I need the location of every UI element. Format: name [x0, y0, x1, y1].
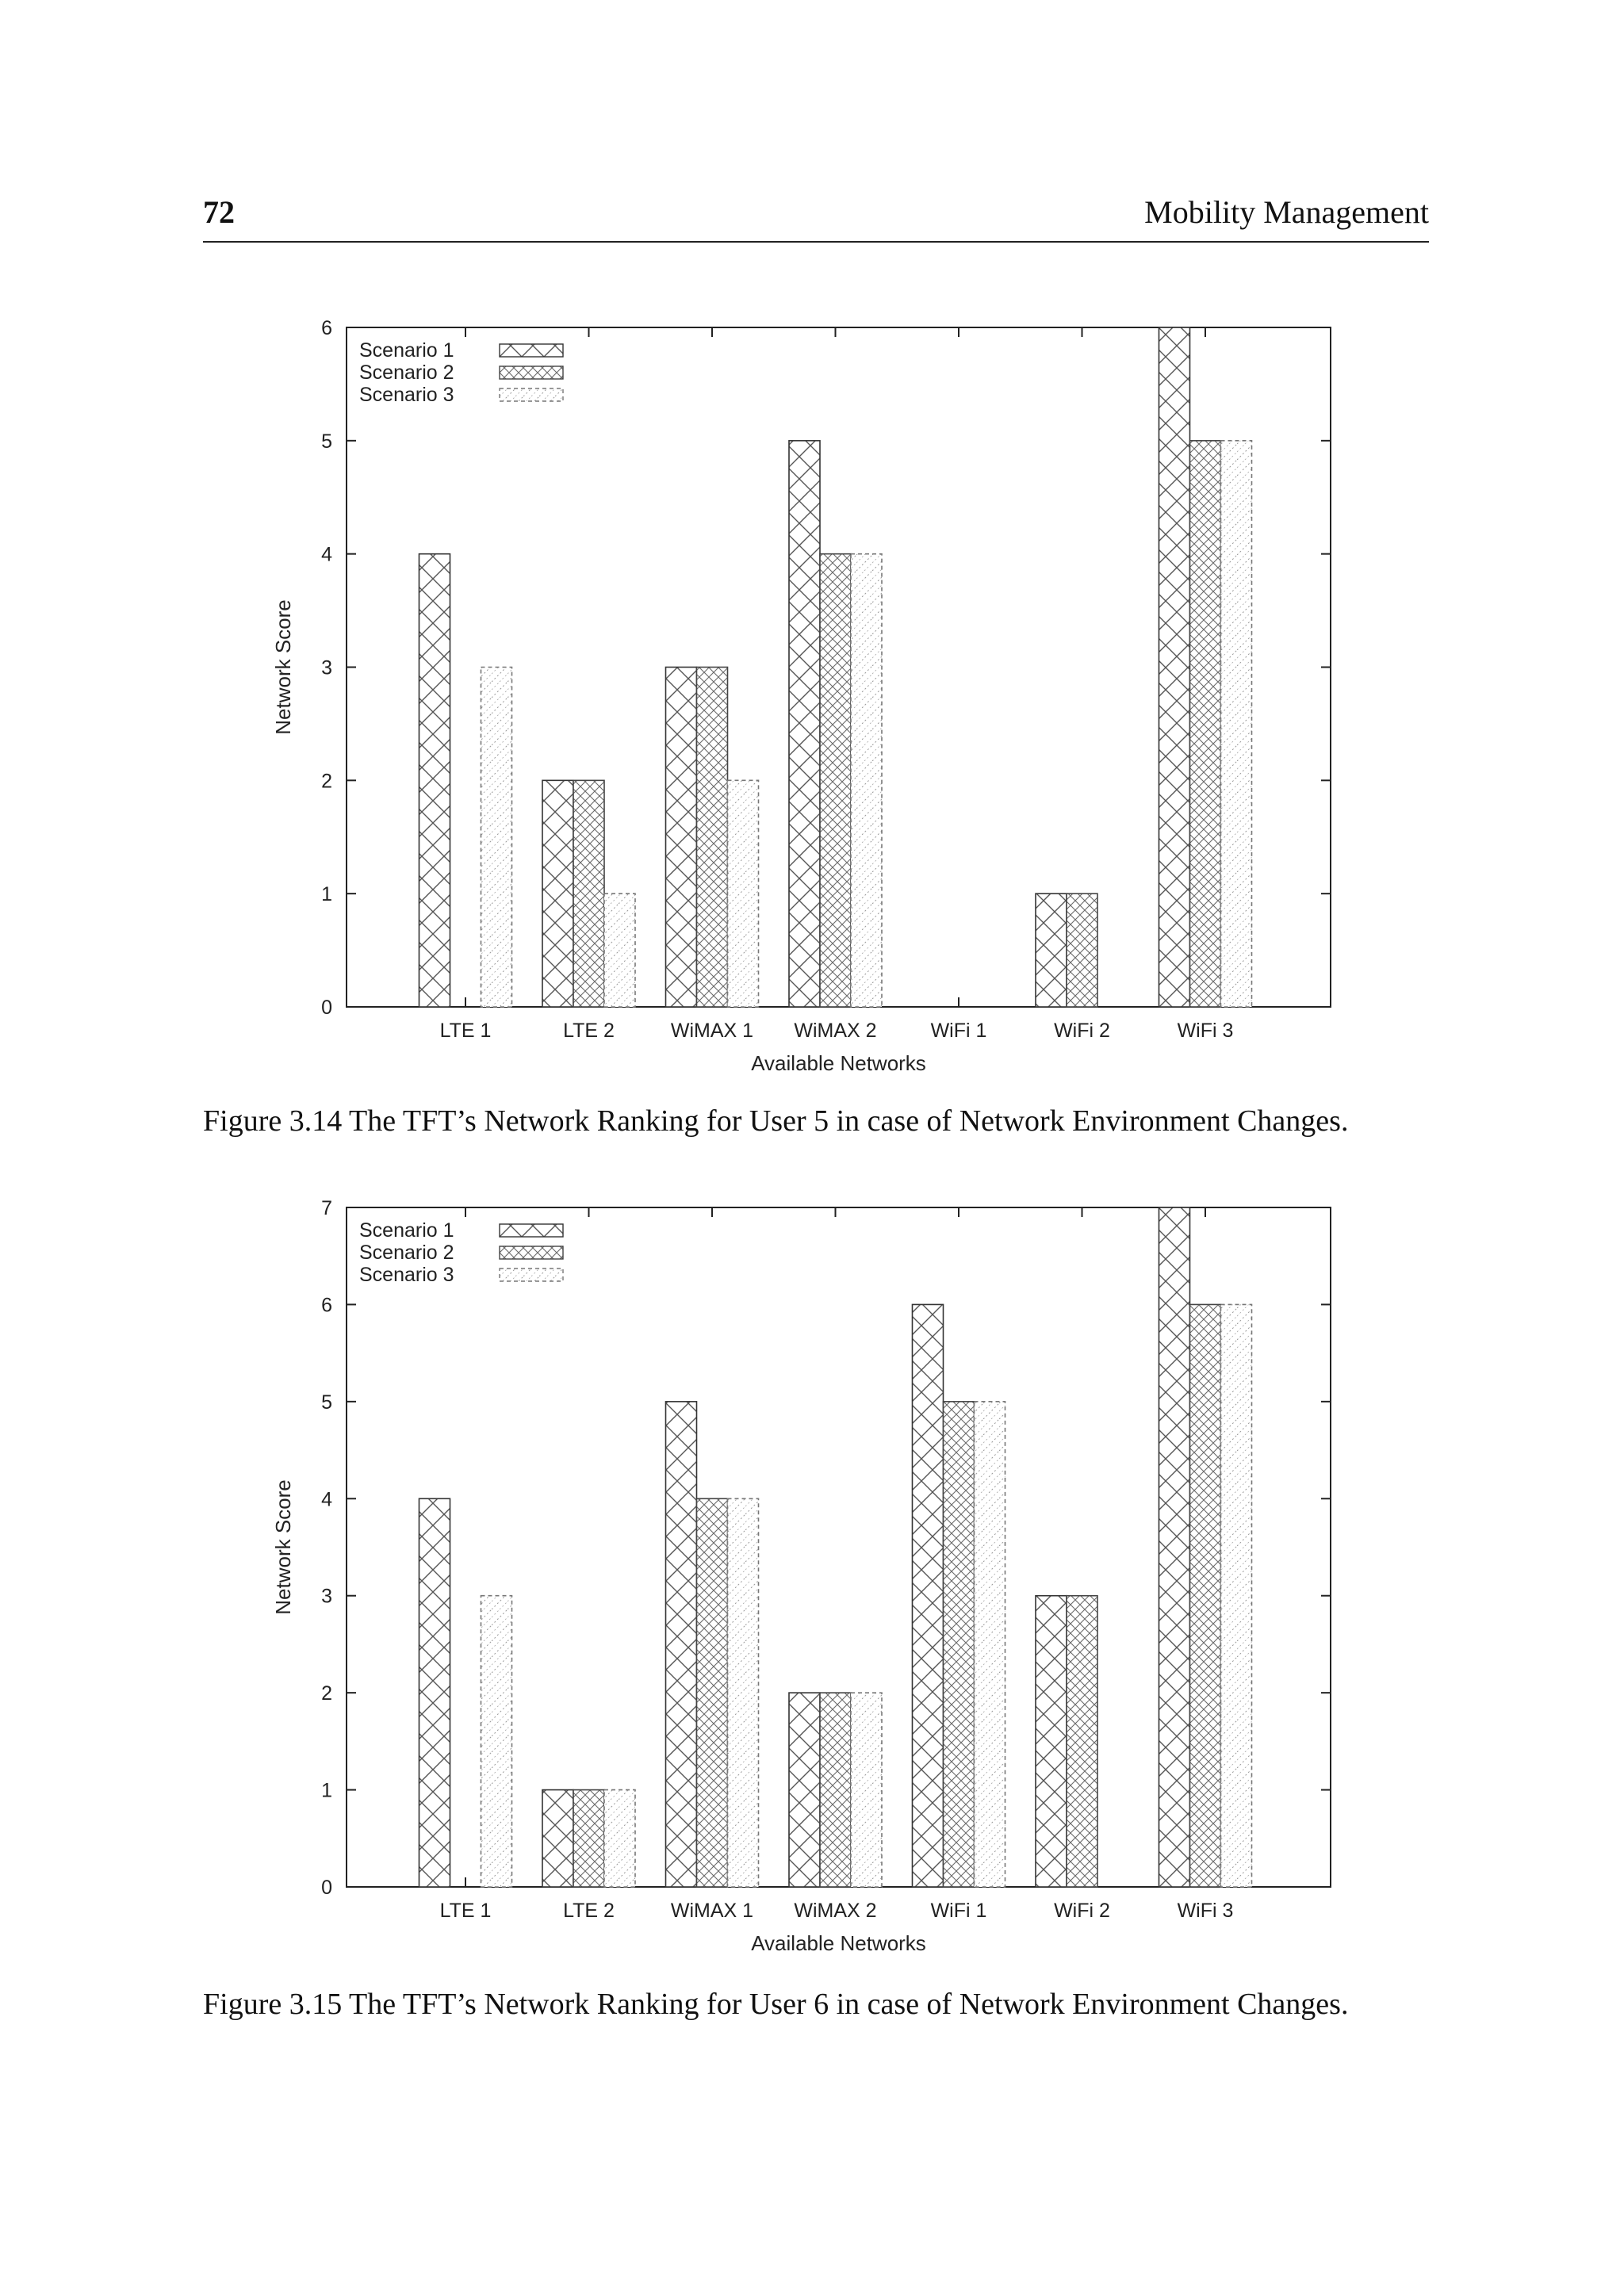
bar-scenario-1: [419, 554, 450, 1007]
x-tick-label: WiFi 3: [1177, 1020, 1234, 1042]
bar-scenario-1: [666, 668, 697, 1008]
bar-scenario-3: [481, 1596, 512, 1887]
x-tick-label: WiFi 3: [1177, 1900, 1234, 1922]
bar-scenario-3: [728, 1498, 759, 1887]
y-tick-label: 5: [321, 1391, 332, 1414]
bar-scenario-2: [820, 1693, 851, 1887]
x-tick-label: LTE 2: [563, 1900, 615, 1922]
bar-scenario-2: [1190, 1304, 1221, 1887]
bar-scenario-3: [1221, 1304, 1252, 1887]
bar-scenario-1: [666, 1402, 697, 1887]
legend-swatch: [500, 366, 563, 379]
bar-scenario-1: [1036, 1596, 1067, 1887]
bar-scenario-3: [1221, 441, 1252, 1007]
bar-scenario-2: [697, 668, 728, 1008]
y-tick-label: 4: [321, 1488, 332, 1511]
bar-scenario-1: [913, 1304, 944, 1887]
bar-scenario-3: [851, 554, 882, 1007]
bar-scenario-3: [975, 1402, 1005, 1887]
bar-scenario-2: [573, 780, 604, 1007]
legend-swatch: [500, 1224, 563, 1237]
bar-scenario-2: [1067, 1596, 1097, 1887]
legend-swatch: [500, 388, 563, 401]
x-tick-label: WiFi 1: [930, 1900, 987, 1922]
x-tick-label: LTE 1: [439, 1020, 492, 1042]
legend-label: Scenario 2: [359, 1242, 454, 1264]
x-tick-label: WiFi 2: [1054, 1020, 1110, 1042]
bar-scenario-3: [851, 1693, 882, 1887]
y-tick-label: 1: [321, 883, 332, 906]
y-tick-label: 0: [321, 1877, 332, 1899]
figure-3-14-bar-chart: [0, 301, 1624, 1094]
legend-swatch: [500, 1269, 563, 1281]
bar-scenario-2: [944, 1402, 975, 1887]
y-tick-label: 6: [321, 1294, 332, 1317]
bar-scenario-1: [1159, 1207, 1190, 1887]
y-tick-label: 3: [321, 1585, 332, 1608]
bar-scenario-2: [697, 1498, 728, 1887]
y-tick-label: 6: [321, 317, 332, 339]
bar-scenario-1: [542, 1790, 573, 1887]
x-tick-label: WiFi 1: [930, 1020, 987, 1042]
bar-scenario-1: [1159, 327, 1190, 1007]
page-number: 72: [203, 194, 235, 230]
legend-label: Scenario 2: [359, 362, 454, 384]
figure-3-14-caption: Figure 3.14 The TFT’s Network Ranking for User 5 in case of Network Environment Changes.: [203, 1104, 1349, 1138]
y-tick-label: 4: [321, 543, 332, 566]
bar-scenario-3: [604, 1790, 635, 1887]
x-axis-label: Available Networks: [751, 1051, 926, 1075]
bar-scenario-2: [1067, 894, 1097, 1007]
y-axis-label: Network Score: [271, 599, 295, 735]
legend-swatch: [500, 1246, 563, 1259]
x-tick-label: LTE 2: [563, 1020, 615, 1042]
y-tick-label: 3: [321, 656, 332, 679]
header-rule: [203, 241, 1429, 243]
bar-scenario-1: [542, 780, 573, 1007]
x-tick-label: WiMAX 2: [794, 1020, 877, 1042]
y-tick-label: 7: [321, 1197, 332, 1219]
y-tick-label: 2: [321, 770, 332, 793]
bar-scenario-3: [728, 780, 759, 1007]
y-tick-label: 1: [321, 1779, 332, 1802]
x-tick-label: WiFi 2: [1054, 1900, 1110, 1922]
legend-swatch: [500, 344, 563, 357]
x-tick-label: LTE 1: [439, 1900, 492, 1922]
x-tick-label: WiMAX 1: [670, 1900, 754, 1922]
y-tick-label: 2: [321, 1682, 332, 1705]
x-tick-label: WiMAX 1: [670, 1020, 754, 1042]
legend-label: Scenario 3: [359, 384, 454, 406]
bar-scenario-3: [604, 894, 635, 1007]
legend-label: Scenario 3: [359, 1264, 454, 1286]
x-axis-label: Available Networks: [751, 1931, 926, 1955]
bar-scenario-3: [481, 668, 512, 1008]
running-head: Mobility Management: [1144, 194, 1429, 230]
bar-scenario-2: [573, 1790, 604, 1887]
bar-scenario-1: [789, 1693, 820, 1887]
bar-scenario-1: [419, 1498, 450, 1887]
y-tick-label: 0: [321, 997, 332, 1019]
legend-label: Scenario 1: [359, 1219, 454, 1242]
figure-3-15-bar-chart: [0, 1181, 1624, 1974]
bar-scenario-2: [1190, 441, 1221, 1007]
y-tick-label: 5: [321, 430, 332, 453]
figure-3-15-caption: Figure 3.15 The TFT’s Network Ranking for User 6 in case of Network Environment Changes.: [203, 1988, 1349, 2021]
x-tick-label: WiMAX 2: [794, 1900, 877, 1922]
legend-label: Scenario 1: [359, 339, 454, 362]
y-axis-label: Network Score: [271, 1479, 295, 1615]
bar-scenario-1: [789, 441, 820, 1007]
bar-scenario-1: [1036, 894, 1067, 1007]
bar-scenario-2: [820, 554, 851, 1007]
